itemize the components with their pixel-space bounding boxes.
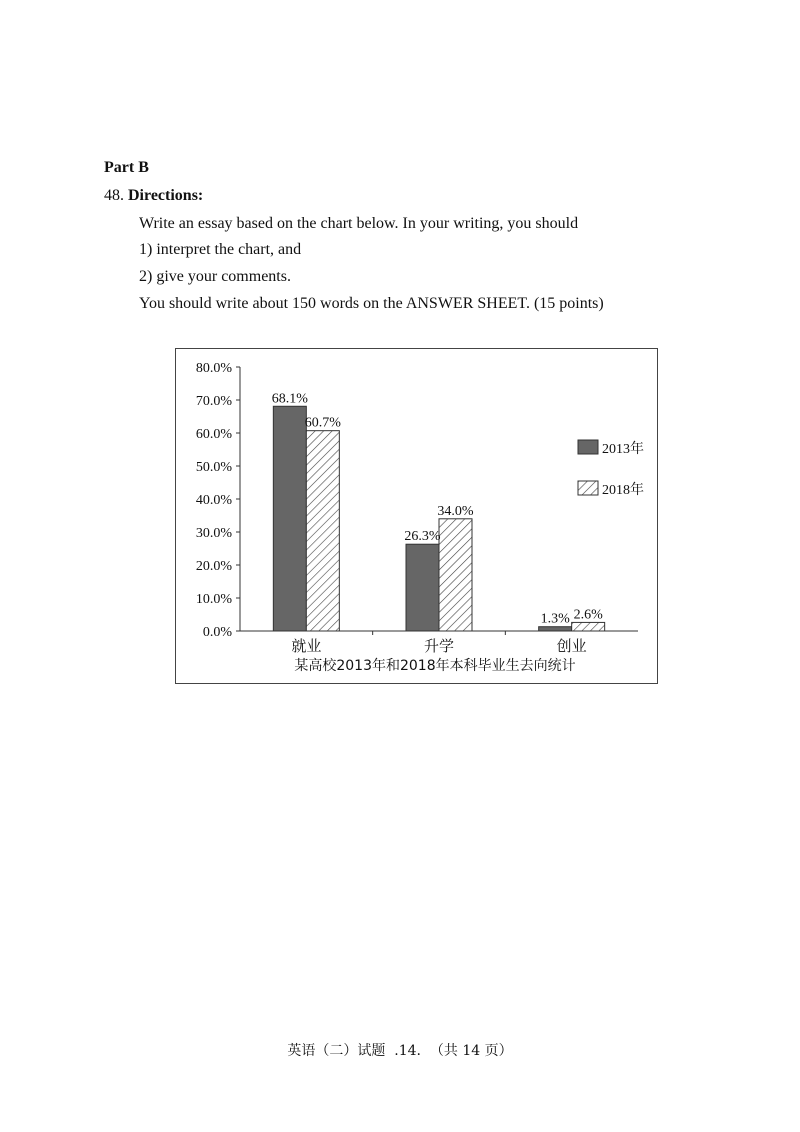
bar xyxy=(273,406,306,631)
chart-frame xyxy=(175,348,658,684)
data-label: 1.3% xyxy=(540,611,570,627)
y-tick-label: 70.0% xyxy=(195,394,232,409)
chart-title: 某高校2013年和2018年本科毕业生去向统计 xyxy=(294,658,576,674)
direction-line-3: 2) give your comments. xyxy=(139,268,291,285)
bar xyxy=(439,519,472,631)
direction-line-1: Write an essay based on the chart below. In your writing, you should xyxy=(139,215,579,232)
legend-label: 2018年 xyxy=(602,483,644,498)
y-tick-label: 60.0% xyxy=(195,427,232,442)
bar-chart xyxy=(176,349,659,685)
y-tick-label: 30.0% xyxy=(195,526,232,541)
x-category-label: 升学 xyxy=(423,637,455,655)
y-tick-label: 20.0% xyxy=(195,559,232,574)
question-header xyxy=(104,186,203,206)
directions-label: Directions: xyxy=(128,187,204,204)
legend-label: 2013年 xyxy=(602,442,644,457)
x-category-label: 就业 xyxy=(291,637,322,655)
y-tick-label: 50.0% xyxy=(195,460,232,475)
legend-swatch xyxy=(578,440,598,454)
data-label: 26.3% xyxy=(404,529,441,545)
chart-legend xyxy=(578,440,644,498)
data-label: 2.6% xyxy=(573,607,603,623)
data-label: 60.7% xyxy=(304,415,341,431)
y-tick-label: 0.0% xyxy=(202,625,232,640)
data-label: 68.1% xyxy=(271,391,308,407)
y-tick-label: 40.0% xyxy=(195,493,232,508)
legend-swatch xyxy=(578,481,598,495)
question-number: 48. xyxy=(104,187,124,204)
bar xyxy=(572,622,605,631)
direction-line-2: 1) interpret the chart, and xyxy=(139,241,302,258)
y-tick-label: 80.0% xyxy=(195,361,232,376)
y-tick-label: 10.0% xyxy=(195,592,232,607)
direction-line-4: You should write about 150 words on the ANSWER SHEET. (15 points) xyxy=(139,295,604,312)
bar xyxy=(306,431,339,631)
bar xyxy=(406,544,439,631)
x-category-label: 创业 xyxy=(556,637,587,655)
data-label: 34.0% xyxy=(437,503,474,519)
section-heading: Part B xyxy=(104,159,149,176)
bar xyxy=(539,627,572,631)
page-footer: 英语（二）试题 .14. （共 14 页） xyxy=(287,1043,513,1059)
